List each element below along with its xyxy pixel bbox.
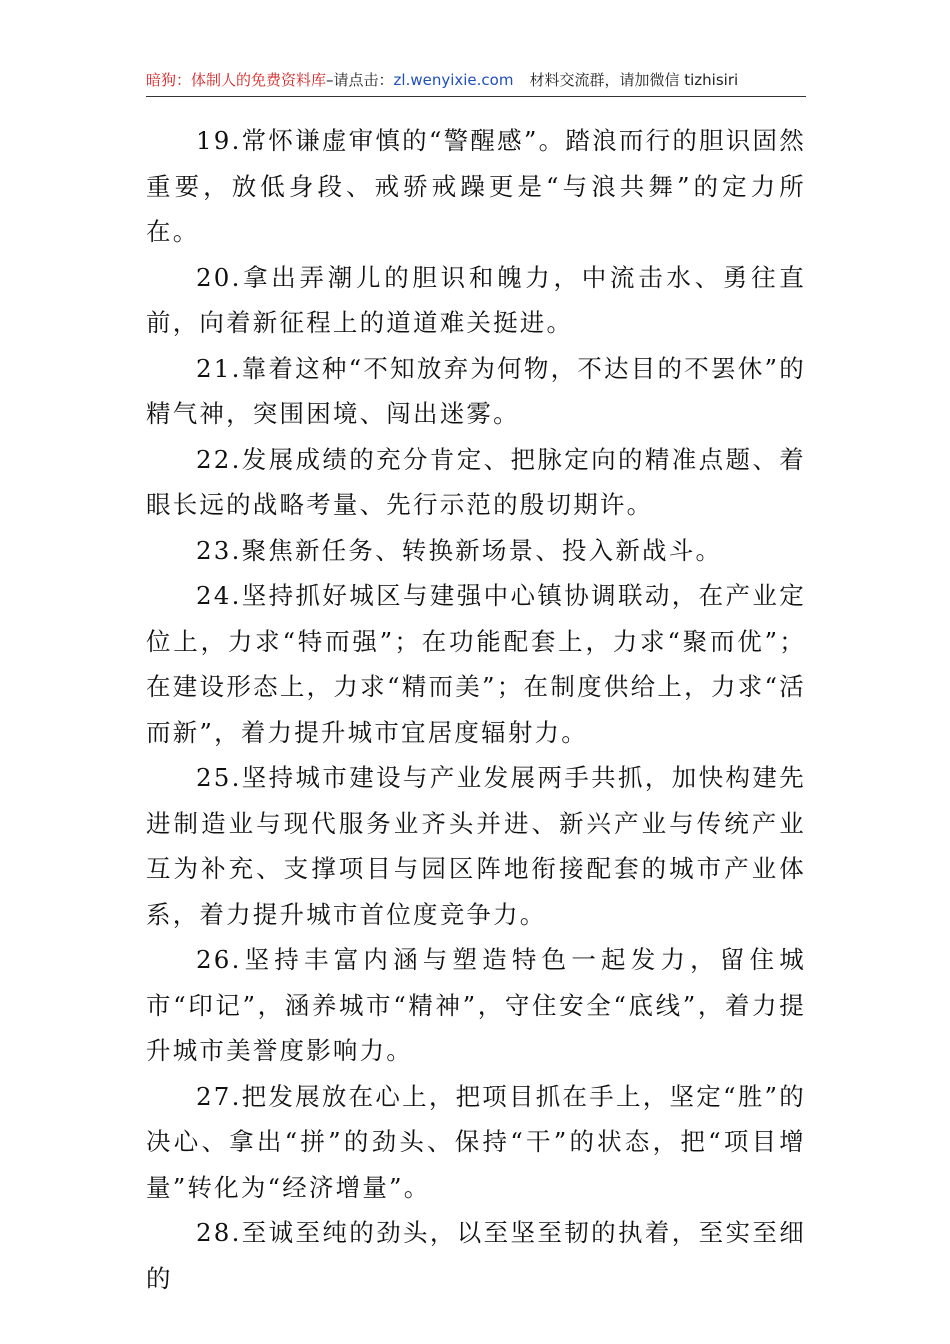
document-body [146,118,806,1301]
paragraph-26: 26.坚持丰富内涵与塑造特色一起发力，留住城市“印记”，涵养城市“精神”，守住安全“底线”，着力提升城市美誉度影响力。 [146,945,806,1065]
paragraph-24: 24.坚持抓好城区与建强中心镇协调联动，在产业定位上，力求“特而强”；在功能配套上，力求“聚而优”；在建设形态上，力求“精而美”；在制度供给上，力求“活而新”，着力提升城市宜居度辐射力。 [146,581,806,747]
paragraph-19: 19.常怀谦虚审慎的“警醒感”。踏浪而行的胆识固然重要，放低身段、戒骄戒躁更是“与浪共舞”的定力所在。 [146,126,806,246]
paragraph-27: 27.把发展放在心上，把项目抓在手上，坚定“胜”的决心、拿出“拼”的劲头、保持“干”的状态，把“项目增量”转化为“经济增量”。 [146,1081,806,1202]
paragraph-20: 20.拿出弄潮儿的胆识和魄力，中流击水、勇往直前，向着新征程上的道道难关挺进。 [146,262,806,337]
header-url-link[interactable]: zl.wenyixie.com [393,71,514,89]
paragraph-22: 22.发展成绩的充分肯定、把脉定向的精准点题、着眼长远的战略考量、先行示范的殷切期许。 [146,444,806,519]
paragraph-25: 25.坚持城市建设与产业发展两手共抓，加快构建先进制造业与现代服务业齐头并进、新兴产业与传统产业互为补充、支撑项目与园区阵地衔接配套的城市产业体系，着力提升城市首位度竞争力。 [146,763,806,929]
paragraph-28: 28.至诚至纯的劲头，以至坚至韧的执着，至实至细的 [146,1218,806,1293]
header-brand: 暗狗：体制人的免费资料库 [146,71,327,89]
paragraph-21: 21.靠着这种“不知放弃为何物，不达目的不罢休”的精气神，突围困境、闯出迷雾。 [146,353,806,428]
paragraph-23: 23.聚焦新任务、转换新场景、投入新战斗。 [196,535,723,565]
header-link-prefix: –请点击： [326,71,394,89]
page-header [146,68,806,97]
header-wechat-note: 材料交流群，请加微信 tizhisiri [529,71,739,89]
